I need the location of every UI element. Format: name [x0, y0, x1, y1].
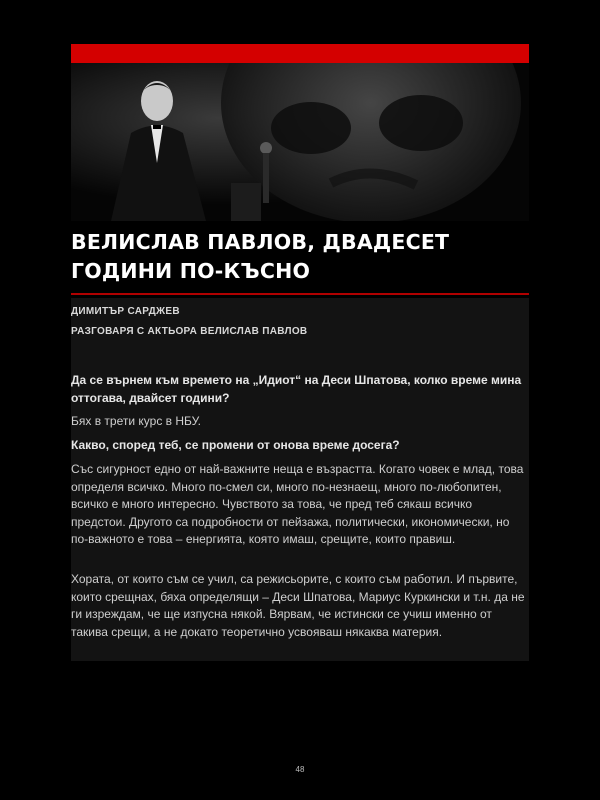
- article-photo: [71, 63, 529, 221]
- article-title: ВЕЛИСЛАВ ПАВЛОВ, ДВАДЕСЕТ ГОДИНИ ПО-КЪСНО: [71, 230, 450, 283]
- interview-answer: Със сигурност едно от най-важните неща е възрастта. Когато човек е млад, това определя всичко. Много по-смел си, много по-незнаещ, много по-любопитен, всичко е много интересно. Чувството за това, че пред теб сякаш всичко предстои. Другото са подробности от пейзажа, политически, икономически, но по-важното е това – енергията, която имаш, срещите, които правиш.: [71, 462, 524, 546]
- interview-answer: Хората, от които съм се учил, са режисьорите, с които съм работил. И първите, които срещнах, бяха определящи – Деси Шпатова, Мариус Куркински и т.н. да не ги изреждам, че ще изпусна някой. Вярвам, че истински се учиш именно от такива срещи, а не докато теоретично усвояваш някаква материя.: [71, 572, 525, 639]
- interview-question: Да се върнем към времето на „Идиот“ на Деси Шпатова, колко време мина оттогава, двайсет години?: [71, 373, 522, 405]
- page-number: 48: [295, 765, 305, 774]
- title-divider: [71, 293, 529, 295]
- interview-question: Какво, според теб, се промени от онова време досега?: [71, 438, 400, 452]
- interview-answer: Бях в трети курс в НБУ.: [71, 414, 201, 428]
- article-author: ДИМИТЪР САРДЖЕВ: [71, 306, 180, 317]
- header-accent-bar: [71, 44, 529, 63]
- article-subtitle: РАЗГОВАРЯ С АКТЬОРА ВЕЛИСЛАВ ПАВЛОВ: [71, 326, 308, 337]
